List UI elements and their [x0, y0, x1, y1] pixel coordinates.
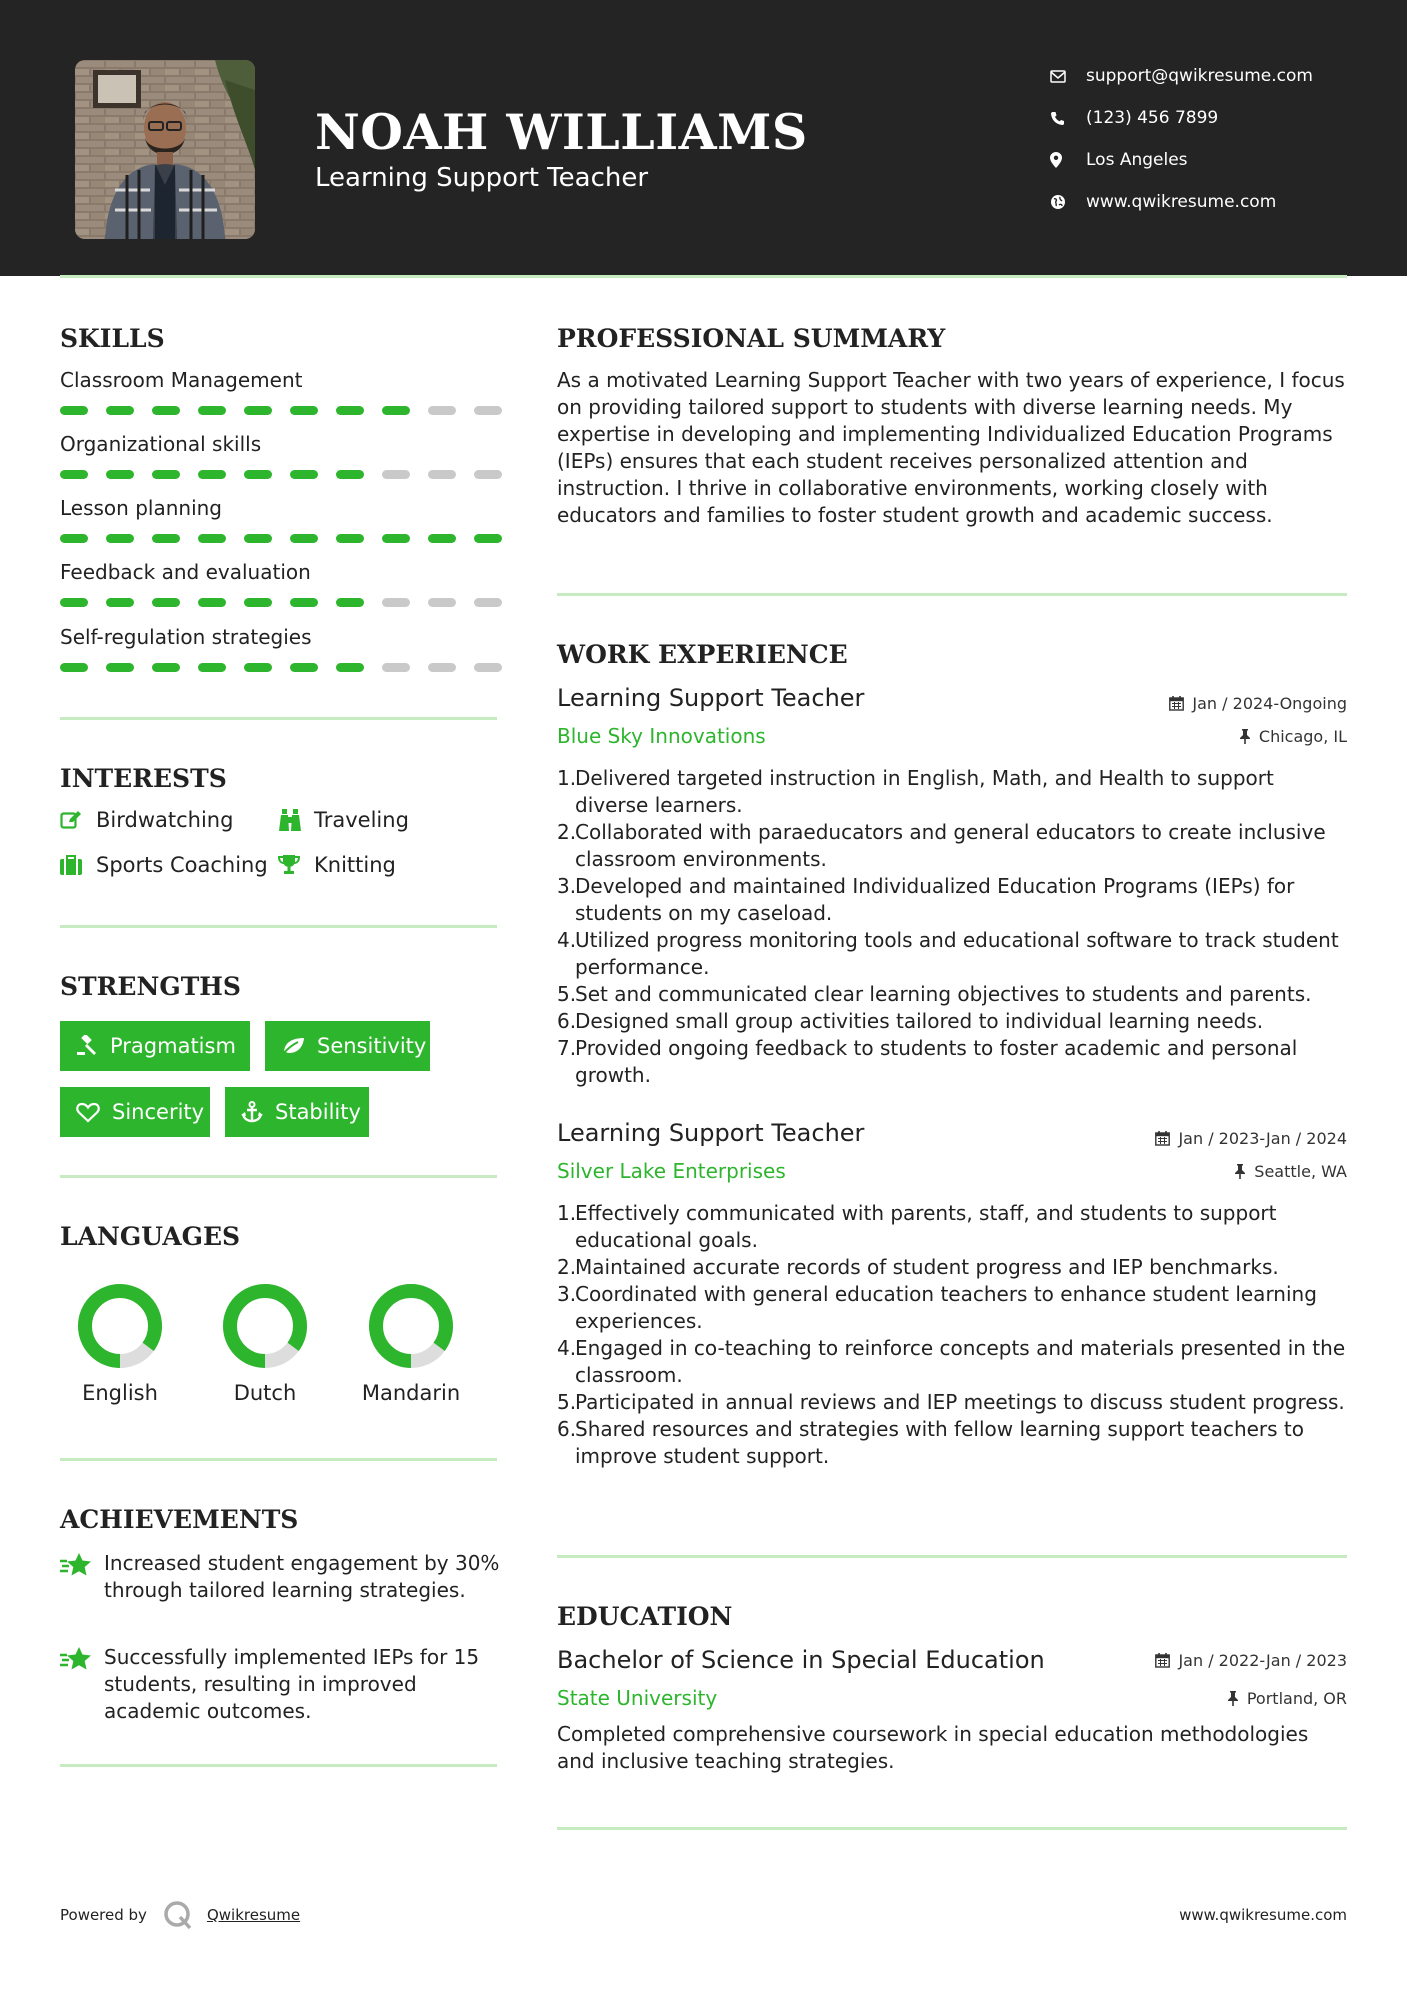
skill-dash-empty: [428, 470, 456, 479]
skill-level-bar: [60, 470, 502, 479]
experience-title: WORK EXPERIENCE: [557, 640, 848, 669]
job-bullet-item: [557, 981, 1347, 1008]
skill-dash-filled: [60, 534, 88, 543]
skill-dash-empty: [474, 598, 502, 607]
skill-dash-filled: [152, 470, 180, 479]
skill-dash-filled: [244, 470, 272, 479]
skill-name: Organizational skills: [60, 432, 262, 456]
skill-dash-empty: [382, 663, 410, 672]
resume-header: [0, 0, 1407, 276]
skill-dash-filled: [60, 663, 88, 672]
strengths-title: STRENGTHS: [60, 972, 241, 1001]
skills-title: SKILLS: [60, 324, 165, 353]
skill-dash-filled: [198, 406, 226, 415]
strength-tag: Pragmatism: [60, 1021, 250, 1071]
contact-phone[interactable]: (123) 456 7899: [1050, 97, 1313, 139]
school-name: State University: [557, 1686, 718, 1710]
skill-dash-filled: [382, 534, 410, 543]
strength-tag: Sincerity: [60, 1087, 210, 1137]
header-divider: [60, 275, 1347, 278]
skill-dash-filled: [106, 534, 134, 543]
phone-icon: [1050, 111, 1086, 126]
bullet-number: 7.: [557, 1036, 577, 1060]
interests-title: INTERESTS: [60, 764, 227, 793]
bullet-text: Shared resources and strategies with fellow learning support teachers to improve student support.: [575, 1417, 1305, 1468]
bullet-text: Coordinated with general education teachers to enhance student learning experiences.: [575, 1282, 1317, 1333]
language-donut: [220, 1281, 310, 1371]
language-label: Mandarin: [361, 1381, 461, 1405]
skill-dash-empty: [428, 663, 456, 672]
bullet-number: 6.: [557, 1009, 577, 1033]
language-label: English: [82, 1381, 158, 1405]
skill-dash-filled: [290, 470, 318, 479]
skill-level-bar: [60, 663, 502, 672]
skill-dash-filled: [106, 598, 134, 607]
bullet-number: 3.: [557, 874, 577, 898]
job-location: Chicago, IL: [1239, 727, 1347, 746]
skill-dash-filled: [244, 534, 272, 543]
skill-dash-empty: [382, 598, 410, 607]
section-divider: [60, 1458, 497, 1461]
leaf-icon: [281, 1036, 305, 1056]
skill-dash-filled: [198, 534, 226, 543]
education-title: EDUCATION: [557, 1602, 733, 1631]
bullet-text: Delivered targeted instruction in English, Math, and Health to support diverse learners.: [575, 766, 1274, 817]
bullet-text: Provided ongoing feedback to students to foster academic and personal growth.: [575, 1036, 1298, 1087]
skill-name: Lesson planning: [60, 496, 222, 520]
binoculars-icon: [278, 809, 314, 831]
skill-dash-filled: [60, 470, 88, 479]
pushpin-icon: [1239, 729, 1251, 744]
bullet-number: 1.: [557, 1201, 577, 1225]
interest-item: Knitting: [278, 853, 396, 877]
footer-url[interactable]: www.qwikresume.com: [1179, 1906, 1347, 1924]
skill-dash-filled: [290, 534, 318, 543]
skill-dash-filled: [198, 470, 226, 479]
skill-dash-filled: [336, 598, 364, 607]
edit-icon: [60, 810, 96, 830]
job-bullet-item: [557, 927, 1347, 981]
bullet-number: 4.: [557, 928, 577, 952]
skill-name: Feedback and evaluation: [60, 560, 311, 584]
bullet-number: 5.: [557, 982, 577, 1006]
company-name: Blue Sky Innovations: [557, 724, 766, 748]
skill-dash-filled: [428, 534, 456, 543]
profile-photo: [75, 60, 255, 239]
skill-dash-filled: [244, 598, 272, 607]
skill-dash-filled: [152, 663, 180, 672]
interest-item: Sports Coaching: [60, 853, 268, 877]
skill-dash-filled: [244, 663, 272, 672]
contact-email[interactable]: support@qwikresume.com: [1050, 55, 1313, 97]
language-donut: [75, 1281, 165, 1371]
skill-dash-filled: [336, 663, 364, 672]
skill-name: Classroom Management: [60, 368, 303, 392]
skill-dash-filled: [106, 406, 134, 415]
skill-dash-filled: [106, 470, 134, 479]
skill-dash-filled: [106, 663, 134, 672]
section-divider: [557, 1827, 1347, 1830]
achievements-title: ACHIEVEMENTS: [60, 1505, 299, 1534]
heart-icon: [76, 1102, 100, 1123]
interest-item: Birdwatching: [60, 808, 233, 832]
education-location: Portland, OR: [1227, 1689, 1347, 1708]
job-bullets: [557, 765, 1347, 1089]
star-icon: [60, 1644, 104, 1725]
globe-icon: [1050, 194, 1086, 210]
job-title: Learning Support Teacher: [557, 684, 865, 712]
envelope-icon: [1050, 70, 1086, 83]
job-bullet-item: [557, 1416, 1347, 1470]
company-name: Silver Lake Enterprises: [557, 1159, 786, 1183]
language-item: [341, 1281, 481, 1405]
strength-tag: Sensitivity: [265, 1021, 430, 1071]
job-bullet-item: [557, 1008, 1347, 1035]
bullet-number: 6.: [557, 1417, 577, 1441]
bullet-number: 2.: [557, 820, 577, 844]
language-item: [195, 1281, 335, 1405]
job-bullet-item: [557, 1254, 1347, 1281]
skill-dash-filled: [152, 598, 180, 607]
anchor-icon: [241, 1101, 263, 1123]
contact-website[interactable]: www.qwikresume.com: [1050, 181, 1313, 223]
qwikresume-link[interactable]: Qwikresume: [206, 1906, 301, 1924]
footer-powered-by: Powered by Qwikresume: [60, 1900, 300, 1930]
skill-dash-filled: [60, 598, 88, 607]
section-divider: [60, 1175, 497, 1178]
bullet-text: Maintained accurate records of student progress and IEP benchmarks.: [575, 1255, 1279, 1279]
skill-dash-empty: [382, 470, 410, 479]
briefcase-icon: [60, 855, 96, 875]
job-bullet-item: [557, 1035, 1347, 1089]
languages-title: LANGUAGES: [60, 1222, 241, 1251]
map-pin-icon: [1050, 152, 1086, 168]
job-bullet-item: [557, 765, 1347, 819]
pushpin-icon: [1234, 1164, 1246, 1179]
contact-list: [1050, 55, 1313, 223]
bullet-text: Effectively communicated with parents, staff, and students to support educational goals.: [575, 1201, 1277, 1252]
qwikresume-logo-icon: [163, 1900, 193, 1930]
achievement-item: Successfully implemented IEPs for 15 students, resulting in improved academic outcomes.: [60, 1644, 500, 1725]
strength-tag: Stability: [225, 1087, 369, 1137]
skill-dash-empty: [474, 470, 502, 479]
achievement-item: Increased student engagement by 30% through tailored learning strategies.: [60, 1550, 500, 1604]
skill-level-bar: [60, 406, 502, 415]
skill-dash-filled: [152, 406, 180, 415]
skill-dash-filled: [244, 406, 272, 415]
skill-dash-filled: [198, 598, 226, 607]
skill-dash-filled: [198, 663, 226, 672]
job-bullet-item: [557, 1389, 1347, 1416]
candidate-role: Learning Support Teacher: [315, 163, 649, 193]
star-icon: [60, 1550, 104, 1604]
bullet-number: 3.: [557, 1282, 577, 1306]
skill-dash-empty: [428, 406, 456, 415]
calendar-icon: [1155, 1131, 1170, 1146]
job-bullet-item: [557, 1335, 1347, 1389]
bullet-text: Participated in annual reviews and IEP meetings to discuss student progress.: [575, 1390, 1345, 1414]
section-divider: [557, 1555, 1347, 1558]
job-bullet-item: [557, 873, 1347, 927]
section-divider: [60, 925, 497, 928]
language-donut: [366, 1281, 456, 1371]
job-bullets: [557, 1200, 1347, 1470]
bullet-text: Collaborated with paraeducators and general educators to create inclusive classroom environments.: [575, 820, 1326, 871]
bullet-text: Developed and maintained Individualized Education Programs (IEPs) for students on my caseload.: [575, 874, 1295, 925]
job-date: Jan / 2023-Jan / 2024: [1155, 1129, 1347, 1148]
skill-dash-filled: [336, 534, 364, 543]
bullet-number: 4.: [557, 1336, 577, 1360]
calendar-icon: [1169, 696, 1184, 711]
degree-title: Bachelor of Science in Special Education: [557, 1646, 1045, 1674]
skill-dash-filled: [60, 406, 88, 415]
education-date: Jan / 2022-Jan / 2023: [1155, 1651, 1347, 1670]
gavel-icon: [76, 1035, 98, 1057]
bullet-number: 1.: [557, 766, 577, 790]
pushpin-icon: [1227, 1691, 1239, 1706]
interest-item: Traveling: [278, 808, 409, 832]
summary-text: As a motivated Learning Support Teacher with two years of experience, I focus on providing tailored support to students with diverse learning needs. My expertise in developing and implementing Individualized Education Programs (IEPs) ensures that each student receives personalized attention and instruction. I thrive in collaborative environments, working closely with educators and families to foster student growth and academic success.: [557, 368, 1345, 527]
job-title: Learning Support Teacher: [557, 1119, 865, 1147]
skill-dash-filled: [152, 534, 180, 543]
trophy-icon: [278, 854, 314, 876]
skill-dash-filled: [336, 406, 364, 415]
bullet-text: Engaged in co-teaching to reinforce concepts and materials presented in the classroom.: [575, 1336, 1346, 1387]
section-divider: [557, 593, 1347, 596]
calendar-icon: [1155, 1653, 1170, 1668]
language-label: Dutch: [233, 1381, 297, 1405]
bullet-text: Set and communicated clear learning objectives to students and parents.: [575, 982, 1312, 1006]
job-location: Seattle, WA: [1234, 1162, 1347, 1181]
skill-level-bar: [60, 598, 502, 607]
skill-dash-filled: [382, 406, 410, 415]
bullet-text: Utilized progress monitoring tools and educational software to track student performance.: [575, 928, 1339, 979]
skill-dash-filled: [336, 470, 364, 479]
candidate-name: NOAH WILLIAMS: [315, 103, 808, 161]
bullet-text: Designed small group activities tailored to individual learning needs.: [575, 1009, 1264, 1033]
skill-dash-empty: [474, 406, 502, 415]
bullet-number: 5.: [557, 1390, 577, 1414]
skill-dash-filled: [290, 598, 318, 607]
job-bullet-item: [557, 1200, 1347, 1254]
section-divider: [60, 717, 497, 720]
job-bullet-item: [557, 819, 1347, 873]
job-bullet-item: [557, 1281, 1347, 1335]
contact-location: Los Angeles: [1050, 139, 1313, 181]
skill-dash-filled: [290, 406, 318, 415]
skill-dash-empty: [474, 663, 502, 672]
skill-name: Self-regulation strategies: [60, 625, 312, 649]
summary-title: PROFESSIONAL SUMMARY: [557, 324, 946, 353]
bullet-number: 2.: [557, 1255, 577, 1279]
skill-dash-filled: [290, 663, 318, 672]
education-description: Completed comprehensive coursework in special education methodologies and inclusive teaching strategies.: [557, 1722, 1309, 1773]
skill-level-bar: [60, 534, 502, 543]
section-divider: [60, 1764, 497, 1767]
job-date: Jan / 2024-Ongoing: [1169, 694, 1347, 713]
skill-dash-empty: [428, 598, 456, 607]
skill-dash-filled: [474, 534, 502, 543]
language-item: [50, 1281, 190, 1405]
